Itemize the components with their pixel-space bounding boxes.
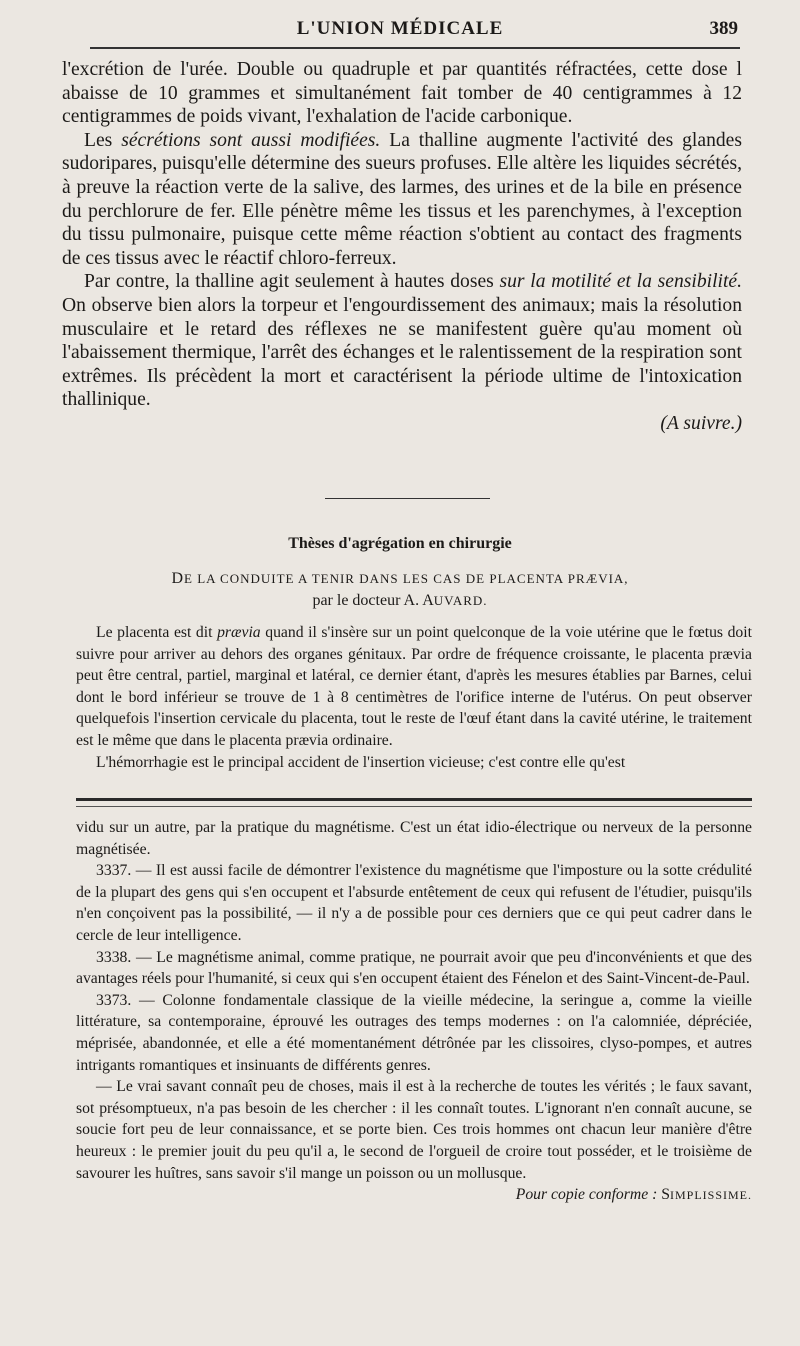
paragraph (62, 129, 742, 271)
text-run: Le placenta est dit (96, 624, 218, 641)
subtitle-text: E LA CONDUITE A TENIR DANS LES CAS DE PLACENTA PRÆVIA, (184, 571, 629, 586)
paragraph: l'excrétion de l'urée. Double ou quadruple et par quantités réfractées, cette dose l abaisse de 10 grammes et simultanément fait tomber de 40 centigrammes à 12 centigrammes de poids vivant, l'exhalation de l'acide carbonique. (62, 59, 742, 128)
footnote-paragraph: — Le vrai savant connaît peu de choses, mais il est à la recherche de toutes les vérités ; le faux savant, sot présomptueux, n'a pas besoin de les chercher : il les connaît toutes. L'ignorant n'en connaît aucune, se soucie fort peu de leur connaissance, et se porte bien. Ces trois hommes ont chacun leur manière d'être heureux : le premier jouit du peu qu'il a, le second de l'orgueil de croire tout posséder, et le troisième de savourer les huîtres, sans savoir s'il mange un poisson ou un mollusque. (76, 1078, 752, 1182)
main-text (62, 58, 742, 436)
section-separator (325, 498, 490, 499)
emphasis-text: sécrétions sont aussi modifiées. (121, 129, 381, 151)
text-run: Par contre, la thalline agit seulement à hautes doses (84, 271, 500, 293)
footnote-paragraph: 3373. — Colonne fondamentale classique de la vieille médecine, la seringue a, comme la vieille littérature, sa contemporaine, éprouvé les outrages des temps modernes : on l'a calomniée, dépréciée, méprisée, abandonnée, et elle a été momentanément détrônée par les clissoires, clyso-pompes, et autres intrigants romantiques et insinuants de différents genres. (76, 991, 752, 1074)
footnote-feuilleton (76, 817, 752, 1207)
header-rule (90, 47, 740, 49)
subtitle-initial: D (171, 570, 184, 587)
page-number: 389 (709, 18, 738, 39)
signature-initial: S (661, 1186, 670, 1204)
footnote-paragraph: 3337. — Il est aussi facile de démontrer l'existence du magnétisme que l'imposture ou la sotte crédulité de la plupart des gens qui s'en occupent et l'absurde entêtement de ceux qui refusent de l'étudier, puisqu'ils n'en conçoivent pas la possibilité, — il n'y a de possible pour ces derniers que ce qui peut cadrer dans le cercle de leur intelligence. (76, 862, 752, 944)
text-run: quand il s'insère sur un point quelconque de la voie utérine que le fœtus doit suivre pour arriver au dehors des organes génitaux. Par ordre de fréquence croissante, le placenta prævia peut être central, partiel, marginal et latéral, ce dernier étant, d'après les mesures établies par Barnes, celui dont le bord inférieur se trouve de 1 à 8 centimètres de l'orifice interne de l'utérus. On peut observer quelquefois l'insertion cervicale du placenta, tout le reste de l'œuf étant dans la cavité utérine, le traitement est le même que dans le placenta prævia ordinaire. (76, 624, 752, 749)
signature-label: Pour copie conforme : (515, 1186, 658, 1204)
author-name: UVARD. (433, 593, 488, 608)
footnote-paragraph: vidu sur un autre, par la pratique du magnétisme. C'est un état idio-électrique ou nerveux de la personne magnétisée. (76, 819, 752, 858)
paragraph: L'hémorrhagie est le principal accident de l'insertion vicieuse; c'est contre elle qu'est (96, 753, 626, 771)
section-subtitle (0, 570, 800, 588)
article-body (76, 622, 752, 773)
section-author (0, 592, 800, 610)
running-header (62, 18, 738, 46)
text-run: La thalline augmente l'activité des glandes sudoripares, puisqu'elle détermine des sueurs profuses. Elle altère les liquides sécrétés, à preuve la réaction verte de la salive, des larmes, des urines et de la bile en présence du perchlorure de fer. Elle pénètre même les tissus et les parenchymes, à l'exception du tissu pulmonaire, puisque cette même réaction s'obtient au contact des fragments de ces tissus avec le réactif chloro-ferreux. (62, 129, 742, 269)
text-run: Les (84, 129, 122, 151)
author-prefix: par le docteur A. (312, 592, 423, 609)
author-initial: A (422, 592, 434, 609)
paragraph (62, 270, 742, 412)
signature (76, 1184, 752, 1207)
continue-note: (A suivre.) (660, 412, 742, 434)
section-title: Thèses d'agrégation en chirurgie (288, 535, 512, 552)
footnote-rule-thin (76, 806, 752, 807)
footnote-rule (76, 798, 752, 801)
text-run: On observe bien alors la torpeur et l'engourdissement des animaux; mais la résolution musculaire et le retard des réflexes ne se manifestent guère qu'au moment où l'abaissement thermique, l'arrêt des échanges et le ralentissement de la respiration sont extrêmes. Ils précèdent la mort et caractérisent la période ultime de l'intoxication thallinique. (62, 294, 742, 411)
paragraph (76, 622, 752, 752)
emphasis-text: sur la motilité et la sensibilité. (499, 271, 742, 293)
to-be-continued (62, 412, 742, 436)
emphasis-text: prævia (217, 624, 261, 641)
journal-title: L'UNION MÉDICALE (296, 18, 504, 39)
signature-name: IMPLISSIME. (669, 1188, 752, 1203)
footnote-paragraph: 3338. — Le magnétisme animal, comme pratique, ne pourrait avoir que peu d'inconvénients et que des avantages réels pour l'humanité, si ceux qui s'en occupent étaient des Fénelon et des Saint-Vincent-de-Paul. (76, 948, 752, 988)
